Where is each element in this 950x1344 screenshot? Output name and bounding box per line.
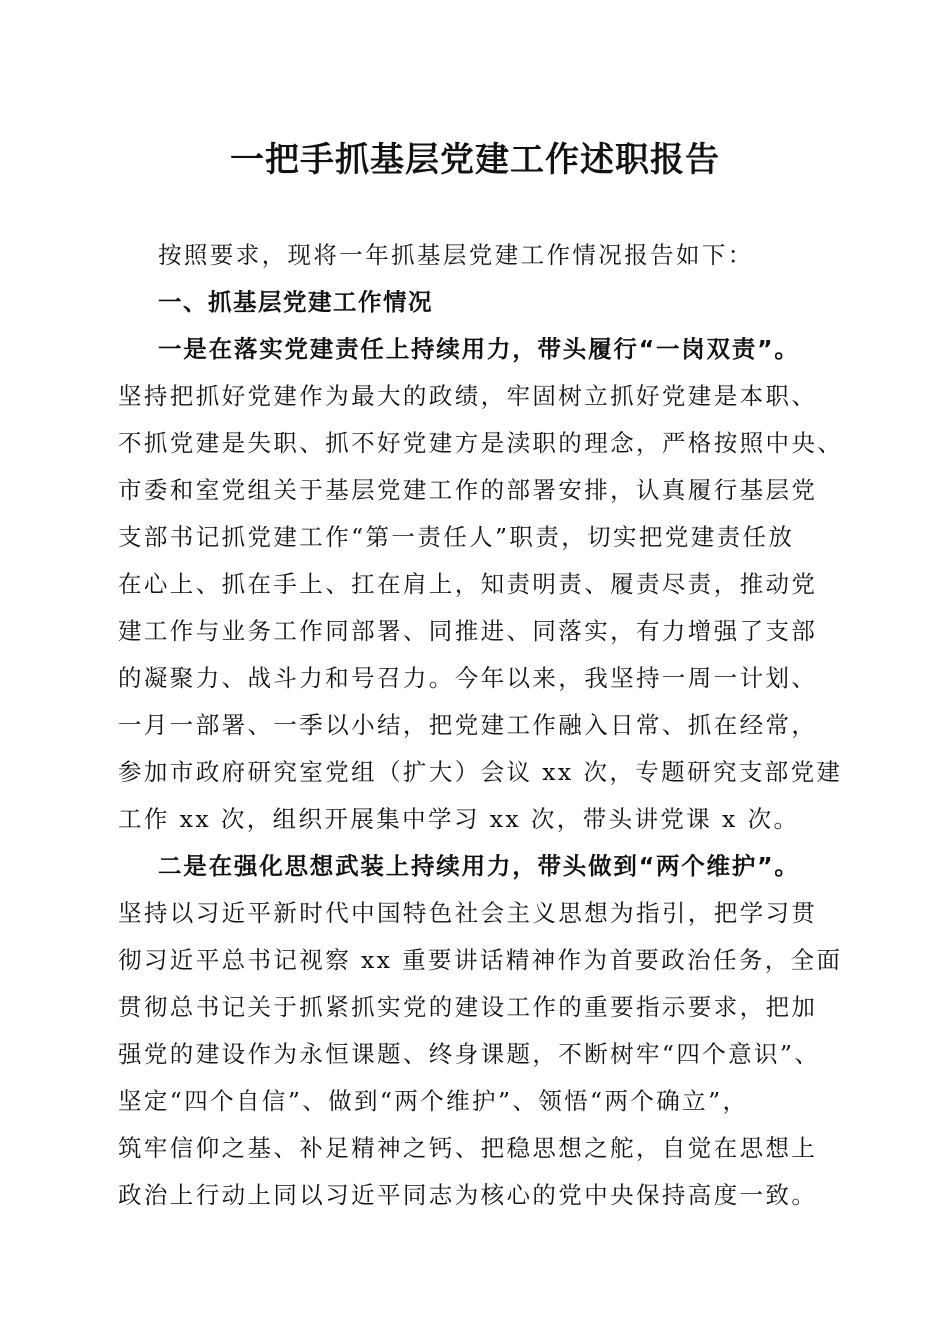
body-line: 市委和室党组关于基层党建工作的部署安排，认真履行基层党 [118, 476, 818, 504]
body-line: 建工作与业务工作同部署、同推进、同落实，有力增强了支部 [118, 617, 818, 645]
body-line: 参加市政府研究室党组（扩大）会议 xx 次，专题研究支部党建 [118, 758, 843, 786]
intro-line: 按照要求，现将一年抓基层党建工作情况报告如下： [158, 241, 754, 269]
body-line: 强党的建设作为永恒课题、终身课题，不断树牢“四个意识”、 [118, 1040, 821, 1068]
body-line: 工作 xx 次，组织开展集中学习 xx 次，带头讲党课 x 次。 [118, 805, 800, 833]
point-two-heading: 二是在强化思想武装上持续用力，带头做到“两个维护”。 [158, 852, 800, 880]
body-line: 政治上行动上同以习近平同志为核心的党中央保持高度一致。 [118, 1181, 818, 1209]
body-line: 在心上、抓在手上、扛在肩上，知责明责、履责尽责，推动党 [118, 570, 818, 598]
body-line: 支部书记抓党建工作“第一责任人”职责，切实把党建责任放 [118, 523, 795, 551]
body-line: 一月一部署、一季以小结，把党建工作融入日常、抓在经常， [118, 711, 818, 739]
point-one-heading: 一是在落实党建责任上持续用力，带头履行“一岗双责”。 [158, 335, 800, 363]
body-line: 坚持以习近平新时代中国特色社会主义思想为指引，把学习贯 [118, 899, 818, 927]
section-heading: 一、抓基层党建工作情况 [158, 288, 433, 316]
document-title: 一把手抓基层党建工作述职报告 [230, 140, 720, 180]
body-line: 坚持把抓好党建作为最大的政绩，牢固树立抓好党建是本职、 [118, 382, 818, 410]
body-line: 彻习近平总书记视察 xx 重要讲话精神作为首要政治任务，全面 [118, 946, 843, 974]
body-line: 的凝聚力、战斗力和号召力。今年以来，我坚持一周一计划、 [118, 664, 818, 692]
body-line: 贯彻总书记关于抓紧抓实党的建设工作的重要指示要求，把加 [118, 993, 818, 1021]
document-body [118, 232, 844, 1219]
body-line: 筑牢信仰之基、补足精神之钙、把稳思想之舵，自觉在思想上 [118, 1134, 818, 1162]
body-line: 坚定“四个自信”、做到“两个维护”、领悟“两个确立”， [118, 1087, 749, 1115]
body-line: 不抓党建是失职、抓不好党建方是渎职的理念，严格按照中央、 [118, 429, 844, 457]
